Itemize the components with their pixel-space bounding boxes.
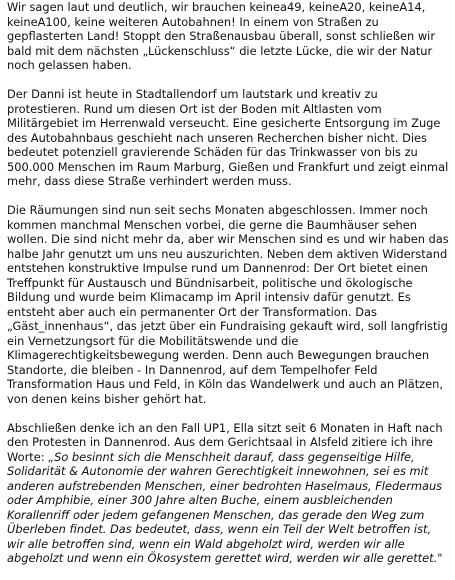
quote-text: „So besinnt sich die Menschheit darauf, dass gegenseitige Hilfe, Solidarität & Autonomie der wahren Gerechtigkeit innewohnen, sei es mit anderen aufstrebenden Menschen, einer bedrohten Haselmaus, Fledermaus oder Amphibie, einer 300 Jahre alten Buche, einem ausbleichenden Korallenriff oder jedem gefangenen Menschen, das gerade den Weg zum Überleben findet. Das bedeutet, dass, wenn ein Teil der Welt betroffen ist, wir alle betroffen sind, wenn ein Wald abgeholzt wird, werden wir alle abgeholzt und wenn ein Ökosystem gerettet wird, werden wir alle gerettet." <box>7 449 443 565</box>
paragraph-raeumungen: Die Räumungen sind nun seit sechs Monaten abgeschlossen. Immer noch kommen manchmal Menschen vorbei, die gerne die Baumhäuser sehen wollen. Die sind nicht mehr da, aber wir Menschen sind es und wir haben das halbe Jahr genutzt um uns neu auszurichten. Neben dem aktiven Widerstand entstehen konstruktive Impulse rund um Dannenrod: Der Ort bietet einen Treffpunkt für Austausch und Bündnisarbeit, politische und ökologische Bildung und wurde beim Klimacamp im April intensiv dafür genutzt. Es entsteht aber auch ein permanenter Ort der Transformation. Das „Gäst_innenhaus“, das jetzt über ein Fundraising gekauft wird, soll langfristig ein Vernetzungsort für die Mobilitätswende und die Klimagerechtigkeitsbewegung werden. Denn auch Bewegungen brauchen Standorte, die bleiben - In Dannenrod, auf dem Tempelhofer Feld Transformation Haus und Feld, in Köln das Wandelwerk und auch an Plätzen, von denen keins bisher gehört hat. <box>7 203 449 406</box>
paragraph-up1-quote <box>7 421 451 566</box>
paragraph-autobahn-demand: Wir sagen laut und deutlich, wir brauchen keinea49, keineA20, keineA14, keineA100, keine weiteren Autobahnen! In einem von Straßen zu gepflasterten Land! Stoppt den Straßenausbau überall, sonst schließen wir bald mit dem nächsten „Lückenschluss“ die letzte Lücke, die wir der Natur noch gelassen haben. <box>7 0 436 72</box>
document-body <box>7 0 451 580</box>
quote-intro: Abschließen denke ich an den Fall UP1, Ella sitzt seit 6 Monaten in Haft nach den Protesten in Dannenrod. Aus dem Gerichtsaal in Alsfeld zitiere ich ihre Worte: <box>7 420 443 464</box>
paragraph-stadtallendorf: Der Danni ist heute in Stadtallendorf um lautstark und kreativ zu protestieren. Rund um diesen Ort ist der Boden mit Altlasten vom Militärgebiet im Herrenwald verseucht. Eine gesicherte Entsorgung im Zuge des Autobahnbaus geschieht nach unseren Recherchen bisher nicht. Dies bedeutet potenziell gravierende Schäden für das Trinkwasser von bis zu 500.000 Menschen im Raum Marburg, Gießen und Frankfurt und zeigt einmal mehr, dass diese Straße verhindert werden muss. <box>7 87 449 188</box>
